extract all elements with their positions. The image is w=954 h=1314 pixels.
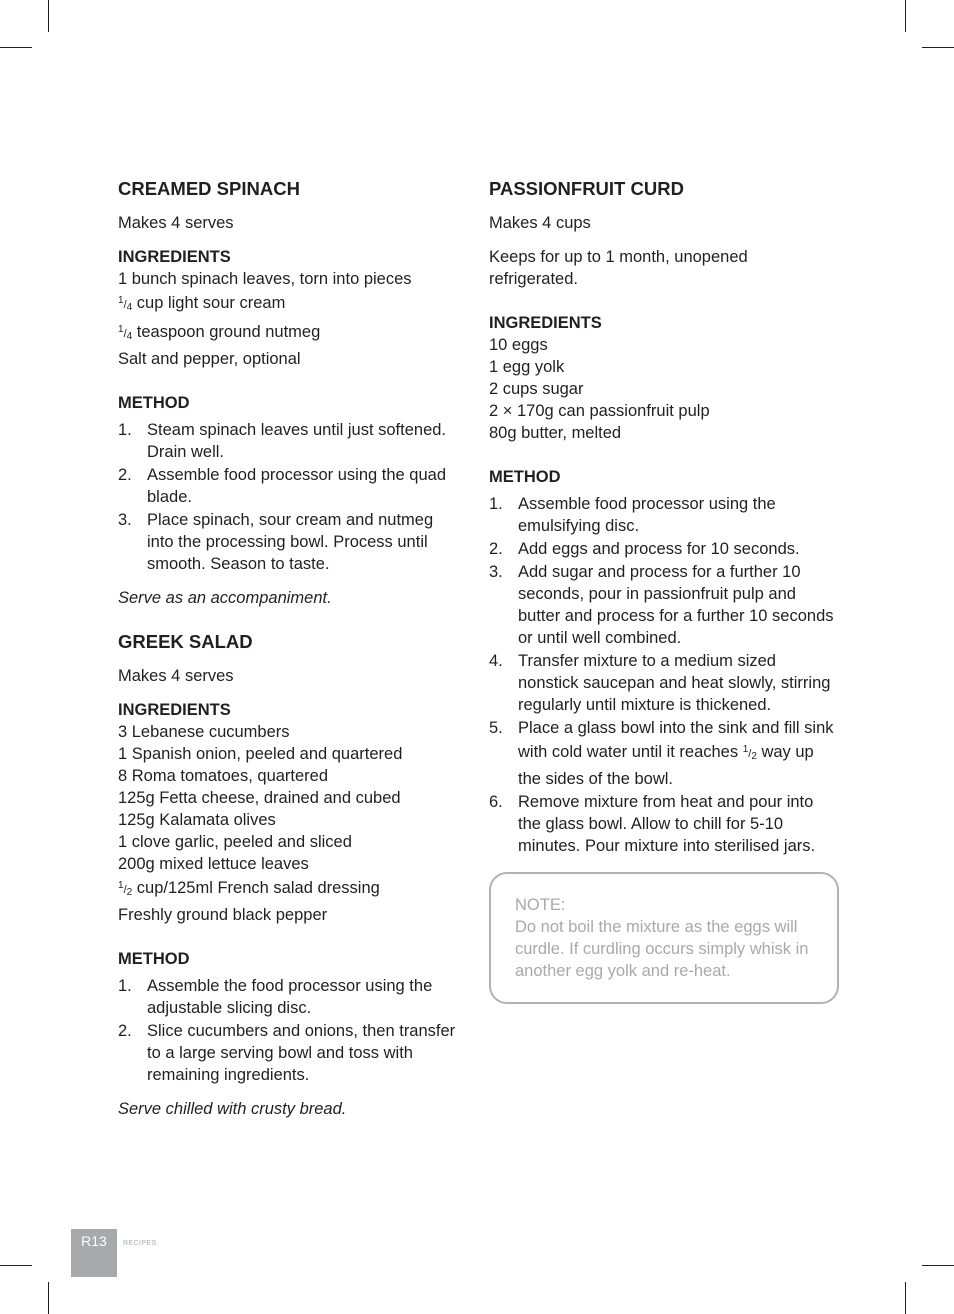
left-column bbox=[118, 178, 463, 1142]
method-list bbox=[489, 493, 839, 857]
method-step bbox=[118, 975, 463, 1019]
storage-note: Keeps for up to 1 month, unopened refrigerated. bbox=[489, 248, 748, 288]
right-column bbox=[489, 178, 839, 1004]
step-text: Slice cucumbers and onions, then transfer to a large serving bowl and toss with remaining ingredients. bbox=[147, 1022, 456, 1084]
ingredient-item: $^1/_4$ cup light sour cream bbox=[118, 294, 286, 313]
step-text: Steam spinach leaves until just softened. Drain well. bbox=[147, 421, 447, 461]
step-text: Assemble the food processor using the adjustable slicing disc. bbox=[147, 977, 433, 1017]
recipe-title: GREEK SALAD bbox=[118, 631, 253, 652]
method-list bbox=[118, 419, 463, 575]
ingredient-item: 2 cups sugar bbox=[489, 380, 584, 398]
step-number: 3. bbox=[118, 511, 132, 529]
method-step bbox=[489, 791, 839, 857]
method-step bbox=[118, 464, 463, 508]
step-number: 1. bbox=[118, 977, 132, 995]
recipe-greek-salad bbox=[118, 631, 463, 1120]
serving-suggestion: Serve as an accompaniment. bbox=[118, 589, 332, 607]
note-text: Do not boil the mixture as the eggs will curdle. If curdling occurs simply whisk in another egg yolk and re-heat. bbox=[515, 918, 809, 980]
crop-mark bbox=[922, 1265, 954, 1266]
page-number: R13 bbox=[81, 1233, 107, 1249]
ingredient-item: 1 clove garlic, peeled and sliced bbox=[118, 833, 352, 851]
method-list bbox=[118, 975, 463, 1086]
step-text: Add eggs and process for 10 seconds. bbox=[518, 540, 800, 558]
ingredient-item: 1 egg yolk bbox=[489, 358, 565, 376]
step-number: 2. bbox=[118, 466, 132, 484]
method-heading: METHOD bbox=[118, 950, 190, 968]
ingredients-list bbox=[489, 334, 839, 444]
note-label: NOTE: bbox=[515, 896, 566, 914]
step-number: 6. bbox=[489, 793, 503, 811]
crop-mark bbox=[48, 1282, 49, 1314]
ingredient-item: 125g Fetta cheese, drained and cubed bbox=[118, 789, 401, 807]
ingredients-heading: INGREDIENTS bbox=[489, 314, 602, 332]
step-text: Remove mixture from heat and pour into the glass bowl. Allow to chill for 5-10 minutes. Pour mixture into sterilised jars. bbox=[518, 793, 816, 855]
recipe-title: PASSIONFRUIT CURD bbox=[489, 178, 684, 199]
page-number-tab bbox=[71, 1229, 117, 1277]
method-step bbox=[489, 538, 839, 560]
method-step bbox=[489, 493, 839, 537]
fraction: $^1/_4$ bbox=[118, 295, 133, 313]
ingredient-item: 80g butter, melted bbox=[489, 424, 622, 442]
ingredient-item: 1 Spanish onion, peeled and quartered bbox=[118, 745, 403, 763]
fraction: $^1/_2$ bbox=[118, 880, 133, 898]
ingredient-item: 8 Roma tomatoes, quartered bbox=[118, 767, 329, 785]
step-number: 4. bbox=[489, 652, 503, 670]
step-number: 3. bbox=[489, 563, 503, 581]
fraction: $^1/_4$ bbox=[118, 324, 133, 342]
crop-mark bbox=[905, 0, 906, 32]
method-heading: METHOD bbox=[489, 468, 561, 486]
method-step bbox=[118, 1020, 463, 1086]
step-text: Add sugar and process for a further 10 seconds, pour in passionfruit pulp and butter and process for a further 10 seconds or until well combined. bbox=[518, 563, 834, 647]
ingredient-item: 125g Kalamata olives bbox=[118, 811, 276, 829]
ingredient-item: $^1/_2$ cup/125ml French salad dressing bbox=[118, 879, 380, 898]
ingredients-list bbox=[118, 721, 463, 926]
method-step bbox=[118, 419, 463, 463]
ingredient-item: 2 × 170g can passionfruit pulp bbox=[489, 402, 710, 420]
ingredients-heading: INGREDIENTS bbox=[118, 248, 231, 266]
ingredient-item: $^1/_4$ teaspoon ground nutmeg bbox=[118, 323, 321, 342]
fraction: $^1/_2$ bbox=[742, 744, 757, 762]
step-text: Place spinach, sour cream and nutmeg into the processing bowl. Process until smooth. Season to taste. bbox=[147, 511, 434, 573]
recipe-title: CREAMED SPINACH bbox=[118, 178, 300, 199]
step-number: 2. bbox=[489, 540, 503, 558]
recipe-yield: Makes 4 serves bbox=[118, 214, 234, 232]
crop-mark bbox=[0, 47, 32, 48]
ingredients-heading: INGREDIENTS bbox=[118, 701, 231, 719]
step-number: 1. bbox=[118, 421, 132, 439]
method-step bbox=[118, 509, 463, 575]
note-box bbox=[489, 872, 839, 1004]
recipe-yield: Makes 4 serves bbox=[118, 667, 234, 685]
crop-mark bbox=[48, 0, 49, 32]
method-step bbox=[489, 650, 839, 716]
ingredients-list bbox=[118, 268, 463, 370]
method-step bbox=[489, 561, 839, 649]
step-text: Assemble food processor using the emulsifying disc. bbox=[518, 495, 776, 535]
ingredient-item: 1 bunch spinach leaves, torn into pieces bbox=[118, 270, 412, 288]
ingredient-item: 3 Lebanese cucumbers bbox=[118, 723, 290, 741]
step-number: 1. bbox=[489, 495, 503, 513]
method-heading: METHOD bbox=[118, 394, 190, 412]
step-number: 2. bbox=[118, 1022, 132, 1040]
step-text: Assemble food processor using the quad blade. bbox=[147, 466, 447, 506]
step-text: Transfer mixture to a medium sized nonstick saucepan and heat slowly, stirring regularly until mixture is thickened. bbox=[518, 652, 831, 714]
recipe-passionfruit-curd bbox=[489, 178, 839, 857]
method-step bbox=[489, 717, 839, 790]
crop-mark bbox=[905, 1282, 906, 1314]
crop-mark bbox=[0, 1265, 32, 1266]
step-number: 5. bbox=[489, 719, 503, 737]
step-text: Place a glass bowl into the sink and fill sink with cold water until it reaches $^1/_2$ way up the sides of the bowl. bbox=[518, 719, 834, 788]
recipe-creamed-spinach bbox=[118, 178, 463, 609]
section-label: RECIPES bbox=[123, 1240, 157, 1247]
ingredient-item: 200g mixed lettuce leaves bbox=[118, 855, 309, 873]
ingredient-item: 10 eggs bbox=[489, 336, 548, 354]
serving-suggestion: Serve chilled with crusty bread. bbox=[118, 1100, 347, 1118]
ingredient-item: Salt and pepper, optional bbox=[118, 350, 301, 368]
crop-mark bbox=[922, 47, 954, 48]
recipe-yield: Makes 4 cups bbox=[489, 214, 591, 232]
ingredient-item: Freshly ground black pepper bbox=[118, 906, 328, 924]
